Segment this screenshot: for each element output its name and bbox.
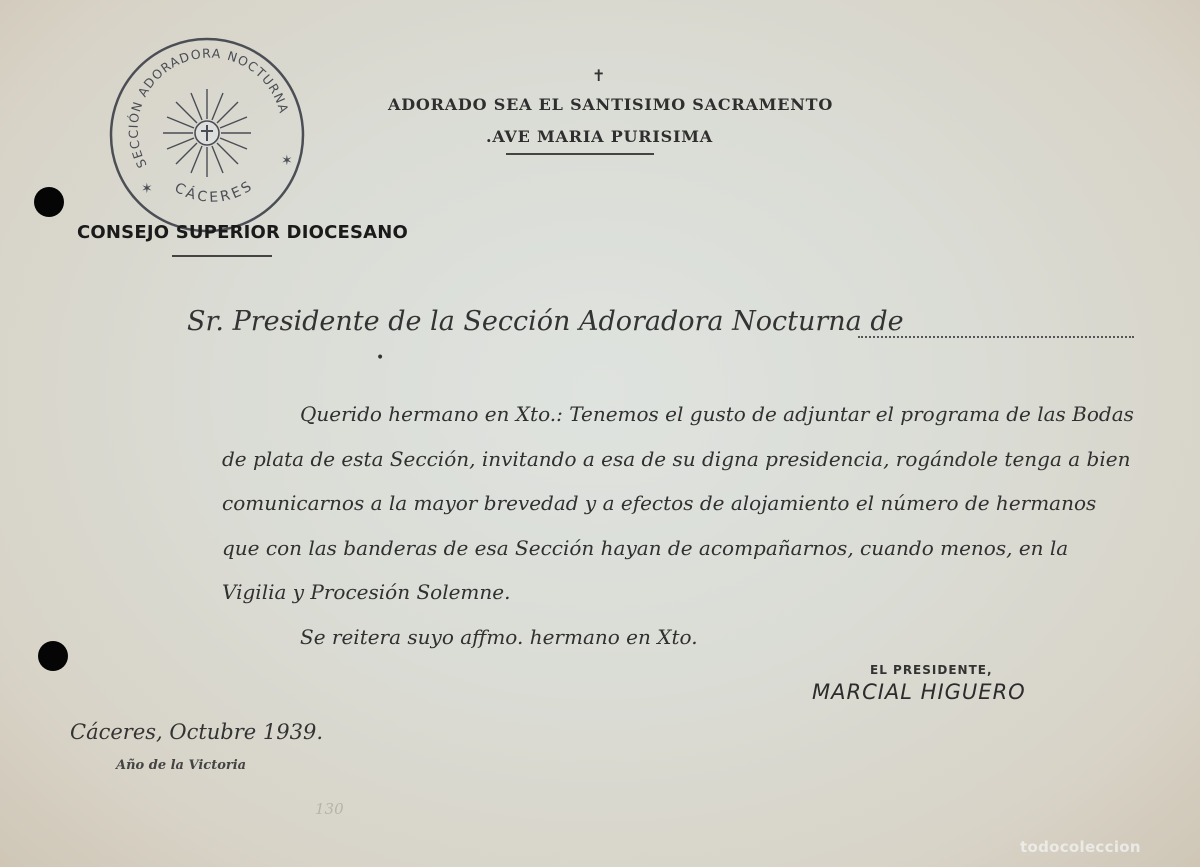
motto-line-2: .AVE MARIA PURISIMA [486,127,714,146]
site-watermark: todocoleccion [1020,838,1141,856]
place-date: Cáceres, Octubre 1939. [70,720,324,744]
svg-text:CÁCERES: CÁCERES [171,177,258,206]
svg-text:✶: ✶ [141,181,153,197]
dot-mark: • [376,350,385,366]
motto-divider [506,153,654,155]
signature-title: EL PRESIDENTE, [870,663,993,677]
letter-paragraph: Querido hermano en Xto.: Tenemos el gusto de adjuntar el programa de las Bodas de plata de esta Sección, invitando a esa de su digna presidencia, rogándole tenga a bien comunicarnos a la mayor brevedad y a efectos de alojamiento el número de hermanos que con las banderas de esa Sección hayan de acompañarnos, cuando menos, en la Vigilia y Procesión Solemne. [222,402,1134,604]
svg-text:✶: ✶ [281,153,293,169]
signature-name: MARCIAL HIGUERO [812,680,1026,704]
section-seal-stamp [107,35,307,235]
recipient-blank-line [858,336,1134,338]
pencil-mark: 130 [315,800,344,818]
svg-text:SECCIÓN ADORADORA NOCTURNA: SECCIÓN ADORADORA NOCTURNA [125,45,292,171]
punch-hole-bottom [38,641,68,671]
council-divider [172,255,272,257]
letter-body [222,392,1136,659]
council-heading: CONSEJO SUPERIOR DIOCESANO [77,222,409,243]
recipient-salutation: Sr. Presidente de la Sección Adoradora Nocturna de [187,306,904,337]
punch-hole-top [34,187,64,217]
motto-line-1: ADORADO SEA EL SANTISIMO SACRAMENTO [388,95,834,114]
letter-closing: Se reitera suyo affmo. hermano en Xto. [300,624,698,649]
cross-icon: ✝ [592,66,606,85]
seal-icon [107,35,307,235]
year-note: Año de la Victoria [116,758,247,773]
